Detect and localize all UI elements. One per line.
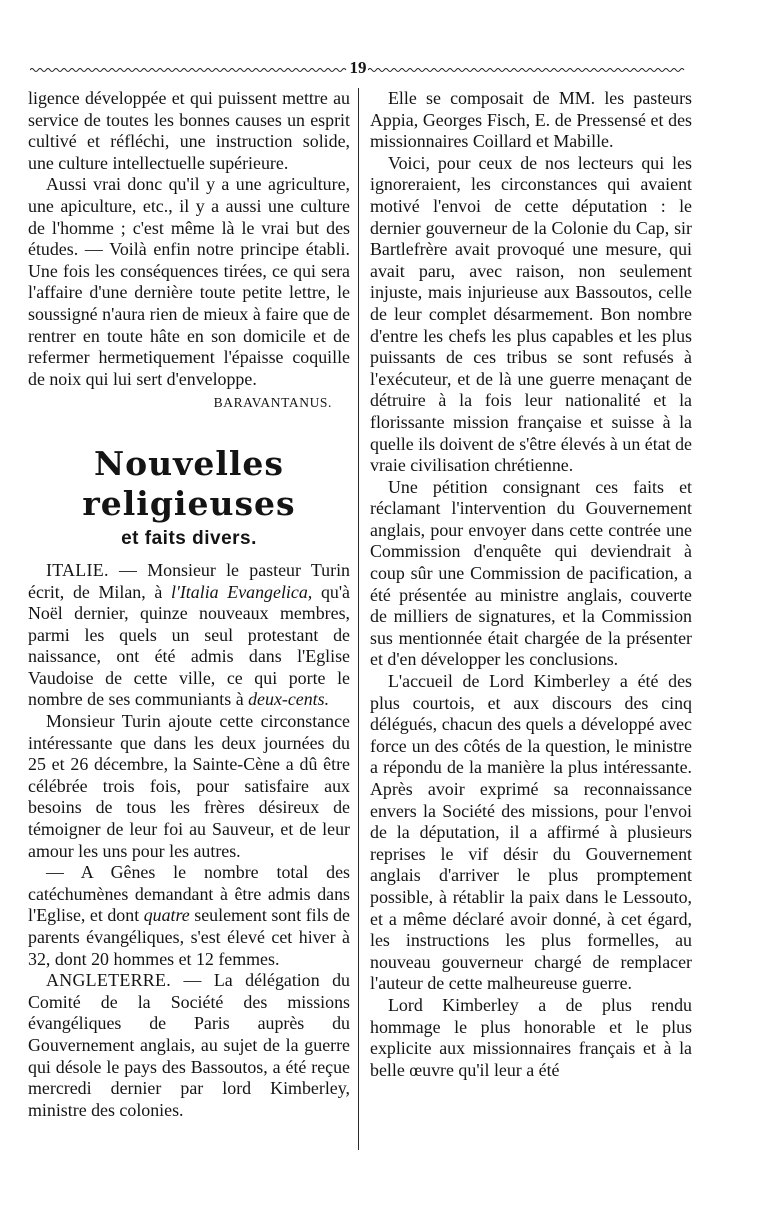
angleterre-label: ANGLETERRE. [46,970,172,991]
header-wavy-rule-right [368,67,686,73]
angleterre-text: — La délégation du Comité de la Société des missions évangéliques de Paris auprès du Gouvernement anglais, au sujet de la guerre qui désole le pays des Bassoutos, a été reçue mercredi dernier par lord Kimberley, ministre des colonies. [28,970,350,1120]
column-rule [358,88,359,1150]
section-title: Nouvelles religieuses [82,443,296,523]
page-number: 19 [349,58,367,77]
italie-paragraph [28,560,350,711]
italie-count: deux-cents. [248,689,330,710]
genes-text: — A Gênes le nombre total des catéchumènes demandant à être admis dans l'Eglise, et dont [28,862,350,926]
italie-label: ITALIE. [46,559,109,580]
section-divider [28,424,350,430]
genes-text-2: seulement sont fils de parents évangéliques, s'est élevé cet hiver à 32, dont 20 hommes et 12 femmes. [28,905,350,969]
culture-paragraph: Aussi vrai donc qu'il y a une agriculture, une apiculture, etc., il y a aussi une culture de l'homme ; c'est même là le vrai but des études. — Voilà enfin notre principe établi. Une fois les conséquences tirées, ce qui sera l'affaire d'une dernière toute petite lettre, le soussigné n'aura rien de mieux à faire que de rentrer en toute hâte en son domicile et de refermer hermetiquement l'épaisse coquille de noix qui lui sert d'enveloppe. [28,174,350,389]
turin-paragraph: Monsieur Turin ajoute cette circonstance intéressante que dans les deux journées du 25 et 26 décembre, la Sainte-Cène a dû être célébrée trois fois, pour satisfaire aux besoins de tous les frères désireux de témoigner de leur foi au Sauveur, et de leur amour les uns pour les autres. [28,711,350,861]
left-column [28,88,350,1121]
section-subtitle: et faits divers. [121,527,257,549]
genes-quatre: quatre [143,905,190,926]
italie-text: — Monsieur le pasteur Turin écrit, de Milan, à [28,559,350,602]
italie-journal: l'Italia Evangelica, [171,581,313,602]
angleterre-paragraph [28,970,350,1121]
petition-paragraph: Une pétition consignant ces faits et réclamant l'intervention du Gouvernement anglais, pour envoyer dans cette contrée une Commission d'enquête qui deviendrait à coup sûr une Commission de pacification, a été présentée au ministre anglais, couverte de milliers de signatures, et la Commission sus mentionnée était chargée de la présenter et d'en développer les conclusions. [370,476,692,670]
italie-text-2: qu'à Noël dernier, quinze nouveaux membres, parmi les quels un seul protestant de naissance, ont été admis dans l'Eglise Vaudoise de cette ville, ce qui porte le nombre de ses communiants à [28,581,350,710]
author-signature: BARAVANTANUS. [213,395,332,411]
delegation-paragraph: Elle se composait de MM. les pasteurs Appia, Georges Fisch, E. de Pressensé et des missionnaires Coillard et Mabille. [370,88,692,152]
circumstances-paragraph: Voici, pour ceux de nos lecteurs qui les ignoreraient, les circonstances qui avaient motivé l'envoi de cette députation : le dernier gouverneur de la Colonie du Cap, sir Bartlefrère avait provoqué une mesure, qui avait paru, avec raison, non seulement injuste, mais injurieuse aux Bassoutos, celle de leur complet désarmement. Bon nombre d'entre les chefs les plus capables et les plus puissants de ces tribus se sont refusés à l'exécuteur, et de là une guerre menaçant de détruire à la fois leur nationalité et la florissante mission française et suisse à la quelle ils doivent de s'être élevés à un état de vraie civilisation chrétienne. [370,152,692,476]
reception-paragraph: L'accueil de Lord Kimberley a été des plus courtois, et aux discours des cinq délégués, chacun des quels a développé avec force un des côtés de la question, le ministre a répondu de la manière la plus intéressante. Après avoir exprimé sa reconnaissance envers la Société des missions, pour l'envoi de la députation, il a affirmé à plusieurs reprises le vif désir du Gouvernement anglais d'arriver le plus promptement possible, à rétablir la paix dans le Lessouto, et a même déclaré avoir donné, à cet égard, les instructions les plus formelles, au nouveau gouverneur chargé de remplacer l'auteur de cette malheureuse guerre. [370,671,692,994]
genes-paragraph [28,862,350,970]
homage-paragraph: Lord Kimberley a de plus rendu hommage le plus honorable et le plus explicite aux missionnaires français et à la belle œuvre qu'il leur a été [370,994,692,1080]
page-header [30,58,760,80]
header-wavy-rule-left [30,67,348,73]
right-column [370,88,692,1081]
continued-paragraph: ligence développée et qui puissent mettre au service de toutes les bonnes causes un esprit cultivé et réfléchi, une instruction solide, une culture intellectuelle supérieure. [28,88,350,173]
